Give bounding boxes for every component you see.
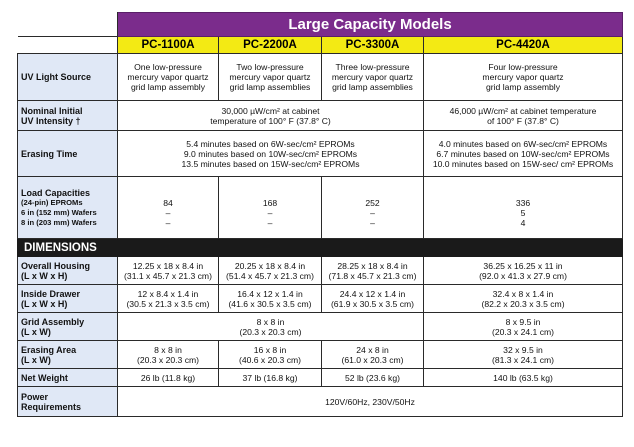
table-row xyxy=(18,387,623,417)
weight-pc1100a: 26 lb (11.8 kg) xyxy=(118,369,219,387)
section-dimensions: DIMENSIONS xyxy=(18,239,623,257)
table-row xyxy=(18,54,623,101)
row-label-overall-housing: Overall Housing (L x W x H) xyxy=(18,257,118,285)
drawer-pc4420a: 32.4 x 8 x 1.4 in (82.2 x 20.3 x 3.5 cm) xyxy=(424,285,623,313)
erasing-area-pc4420a: 32 x 9.5 in (81.3 x 24.1 cm) xyxy=(424,341,623,369)
erasing-time-pc4420a: 4.0 minutes based on 6W-sec/cm² EPROMs 6.7 minutes based on 10W-sec/cm² EPROMs 10.0 minutes based on 15W-sec/ cm² EPROMs xyxy=(424,131,623,177)
uv-source-pc3300a: Three low-pressure mercury vapor quartz grid lamp assemblies xyxy=(322,54,424,101)
table-row xyxy=(18,285,623,313)
row-label-load-capacities: Load Capacities (24-pin) EPROMs 6 in (152 mm) Wafers 8 in (203 mm) Wafers xyxy=(18,177,118,239)
model-header-pc1100a: PC-1100A xyxy=(118,37,219,54)
load-pc2200a: 168 – – xyxy=(219,177,322,239)
power-shared: 120V/60Hz, 230V/50Hz xyxy=(118,387,623,417)
overall-pc2200a: 20.25 x 18 x 8.4 in (51.4 x 45.7 x 21.3 cm) xyxy=(219,257,322,285)
table-row xyxy=(18,257,623,285)
table-row xyxy=(18,313,623,341)
uv-source-pc2200a: Two low-pressure mercury vapor quartz grid lamp assemblies xyxy=(219,54,322,101)
erasing-area-pc3300a: 24 x 8 in (61.0 x 20.3 cm) xyxy=(322,341,424,369)
uv-intensity-shared: 30,000 µW/cm² at cabinet temperature of 100° F (37.8° C) xyxy=(118,101,424,131)
corner-blank xyxy=(18,13,118,37)
row-label-erasing-area: Erasing Area (L x W) xyxy=(18,341,118,369)
row-label-net-weight: Net Weight xyxy=(18,369,118,387)
overall-pc3300a: 28.25 x 18 x 8.4 in (71.8 x 45.7 x 21.3 cm) xyxy=(322,257,424,285)
table-row xyxy=(18,177,623,239)
drawer-pc1100a: 12 x 8.4 x 1.4 in (30.5 x 21.3 x 3.5 cm) xyxy=(118,285,219,313)
drawer-pc2200a: 16.4 x 12 x 1.4 in (41.6 x 30.5 x 3.5 cm) xyxy=(219,285,322,313)
weight-pc4420a: 140 lb (63.5 kg) xyxy=(424,369,623,387)
overall-pc4420a: 36.25 x 16.25 x 11 in (92.0 x 41.3 x 27.9 cm) xyxy=(424,257,623,285)
overall-pc1100a: 12.25 x 18 x 8.4 in (31.1 x 45.7 x 21.3 cm) xyxy=(118,257,219,285)
uv-source-pc1100a: One low-pressure mercury vapor quartz grid lamp assembly xyxy=(118,54,219,101)
uv-intensity-pc4420a: 46,000 µW/cm² at cabinet temperature of 100° F (37.8° C) xyxy=(424,101,623,131)
uv-source-pc4420a: Four low-pressure mercury vapor quartz grid lamp assembly xyxy=(424,54,623,101)
weight-pc3300a: 52 lb (23.6 kg) xyxy=(322,369,424,387)
row-label-power-requirements: Power Requirements xyxy=(18,387,118,417)
weight-pc2200a: 37 lb (16.8 kg) xyxy=(219,369,322,387)
table-row xyxy=(18,341,623,369)
table-row xyxy=(18,101,623,131)
model-header-pc2200a: PC-2200A xyxy=(219,37,322,54)
table-title: Large Capacity Models xyxy=(118,13,623,37)
row-label-erasing-time: Erasing Time xyxy=(18,131,118,177)
drawer-pc3300a: 24.4 x 12 x 1.4 in (61.9 x 30.5 x 3.5 cm) xyxy=(322,285,424,313)
table-row xyxy=(18,369,623,387)
spec-table xyxy=(17,12,623,417)
row-label-uv-intensity: Nominal Initial UV Intensity † xyxy=(18,101,118,131)
grid-pc4420a: 8 x 9.5 in (20.3 x 24.1 cm) xyxy=(424,313,623,341)
load-pc3300a: 252 – – xyxy=(322,177,424,239)
erasing-area-pc1100a: 8 x 8 in (20.3 x 20.3 cm) xyxy=(118,341,219,369)
model-header-pc4420a: PC-4420A xyxy=(424,37,623,54)
row-label-uv-source: UV Light Source xyxy=(18,54,118,101)
load-pc1100a: 84 – – xyxy=(118,177,219,239)
erasing-time-shared: 5.4 minutes based on 6W-sec/cm² EPROMs 9.0 minutes based on 10W-sec/cm² EPROMs 13.5 minutes based on 15W-sec/cm² EPROMs xyxy=(118,131,424,177)
model-header-pc3300a: PC-3300A xyxy=(322,37,424,54)
row-label-inside-drawer: Inside Drawer (L x W x H) xyxy=(18,285,118,313)
grid-shared: 8 x 8 in (20.3 x 20.3 cm) xyxy=(118,313,424,341)
row-label-grid-assembly: Grid Assembly (L x W) xyxy=(18,313,118,341)
corner-blank-2 xyxy=(18,37,118,54)
load-pc4420a: 336 5 4 xyxy=(424,177,623,239)
table-row xyxy=(18,131,623,177)
erasing-area-pc2200a: 16 x 8 in (40.6 x 20.3 cm) xyxy=(219,341,322,369)
